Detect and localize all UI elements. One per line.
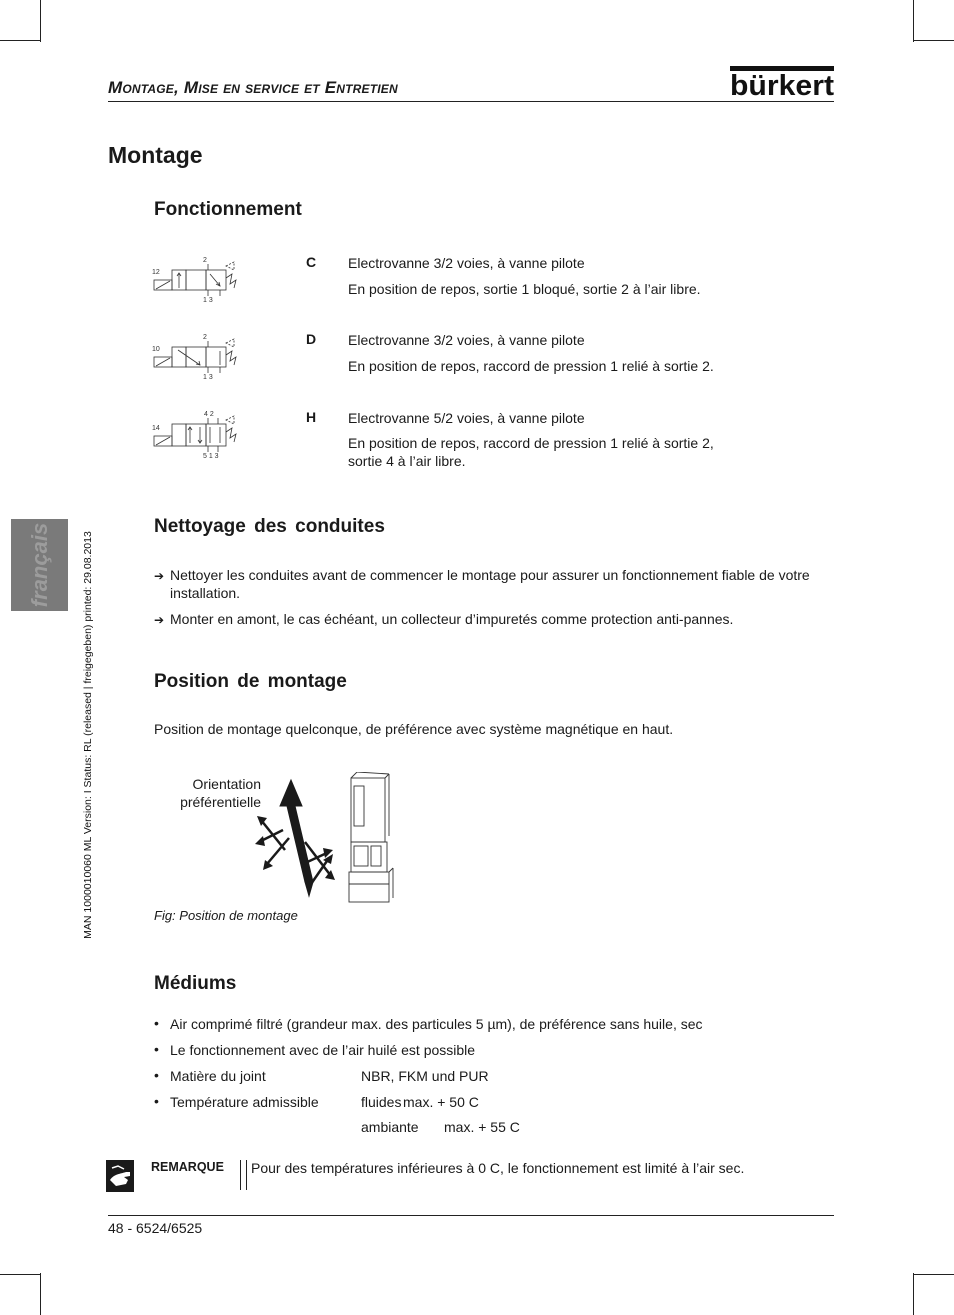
mounting-orientation-figure — [255, 772, 405, 907]
running-header: Montage, Mise en service et Entretien — [108, 78, 398, 97]
function-description: Electrovanne 3/2 voies, à vanne pilote — [348, 255, 585, 271]
note-text: Pour des températures inférieures à 0 C, le fonctionnement est limité à l’air sec. — [251, 1160, 745, 1176]
bullet-icon: • — [154, 1015, 159, 1031]
function-description: Electrovanne 3/2 voies, à vanne pilote — [348, 332, 585, 348]
burkert-logo — [730, 66, 834, 98]
list-item: ➔ Nettoyer les conduites avant de commencer le montage pour assurer un fonctionnement fiable de votre — [154, 567, 810, 583]
valve-symbol-c — [150, 254, 245, 304]
section-heading-position: Position de montage — [154, 671, 347, 692]
section-heading-nettoyage: Nettoyage des conduites — [154, 516, 385, 537]
note-label: REMARQUE — [151, 1160, 224, 1174]
document-meta: MAN 1000010060 ML Version: I Status: RL (released | freigegeben) printed: 29.08.2013 — [82, 531, 94, 939]
spec-sublabel: ambiante — [361, 1119, 419, 1135]
list-item-continuation: installation. — [170, 585, 241, 601]
orientation-label: préférentielle — [180, 794, 261, 810]
svg-text:1 3: 1 3 — [203, 297, 213, 304]
crop-mark — [0, 40, 40, 41]
function-letter: H — [306, 409, 317, 425]
arrow-right-icon: ➔ — [154, 613, 165, 627]
crop-mark — [40, 1273, 41, 1315]
svg-text:14: 14 — [152, 425, 160, 432]
crop-mark — [0, 1274, 40, 1275]
section-heading-fonctionnement: Fonctionnement — [154, 199, 302, 220]
crop-mark — [40, 0, 41, 42]
list-item: Air comprimé filtré (grandeur max. des particules 5 µm), de préférence sans huile, sec — [170, 1016, 703, 1032]
section-heading-mediums: Médiums — [154, 973, 237, 994]
function-detail: En position de repos, sortie 1 bloqué, sortie 2 à l’air libre. — [348, 281, 701, 297]
function-detail: En position de repos, raccord de pression 1 relié à sortie 2, — [348, 435, 714, 451]
page-number: 48 - 6524/6525 — [108, 1220, 203, 1236]
note-divider — [240, 1160, 247, 1190]
orientation-label: Orientation — [192, 776, 261, 792]
crop-mark — [914, 1274, 954, 1275]
bullet-icon: • — [154, 1093, 159, 1109]
hand-note-icon — [106, 1160, 134, 1192]
spec-sublabel: fluides — [361, 1094, 402, 1110]
svg-text:bürkert: bürkert — [730, 70, 834, 98]
figure-caption: Fig: Position de montage — [154, 908, 298, 923]
spec-value: max. + 50 C — [403, 1094, 479, 1110]
function-letter: C — [306, 254, 317, 270]
crop-mark — [914, 40, 954, 41]
spec-label: Matière du joint — [170, 1068, 266, 1084]
crop-mark — [913, 1273, 914, 1315]
svg-text:2: 2 — [203, 257, 207, 264]
svg-text:10: 10 — [152, 346, 160, 353]
svg-text:1 3: 1 3 — [203, 374, 213, 381]
page-title: Montage — [108, 142, 203, 168]
svg-text:5 1 3: 5 1 3 — [203, 453, 219, 460]
spec-value: max. + 55 C — [444, 1119, 520, 1135]
language-tab-label: français — [27, 522, 52, 608]
svg-text:12: 12 — [152, 269, 160, 276]
position-text: Position de montage quelconque, de préférence avec système magnétique en haut. — [154, 721, 674, 737]
list-item: ➔ Monter en amont, le cas échéant, un collecteur d’impuretés comme protection anti-pannes. — [154, 611, 734, 627]
function-letter: D — [306, 331, 317, 347]
svg-text:4 2: 4 2 — [204, 411, 214, 418]
spec-value: NBR, FKM und PUR — [361, 1068, 489, 1084]
header-rule — [108, 101, 834, 102]
function-description: Electrovanne 5/2 voies, à vanne pilote — [348, 410, 585, 426]
valve-symbol-d — [150, 331, 245, 381]
bullet-icon: • — [154, 1041, 159, 1057]
function-detail: En position de repos, raccord de pression 1 relié à sortie 2. — [348, 358, 714, 374]
crop-mark — [913, 0, 914, 42]
function-detail: sortie 4 à l’air libre. — [348, 453, 466, 469]
valve-symbol-h — [150, 408, 245, 460]
bullet-icon: • — [154, 1067, 159, 1083]
arrow-right-icon: ➔ — [154, 569, 165, 583]
spec-label: Température admissible — [170, 1094, 319, 1110]
footer-rule — [108, 1215, 834, 1216]
list-item: Le fonctionnement avec de l’air huilé est possible — [170, 1042, 476, 1058]
svg-text:2: 2 — [203, 334, 207, 341]
